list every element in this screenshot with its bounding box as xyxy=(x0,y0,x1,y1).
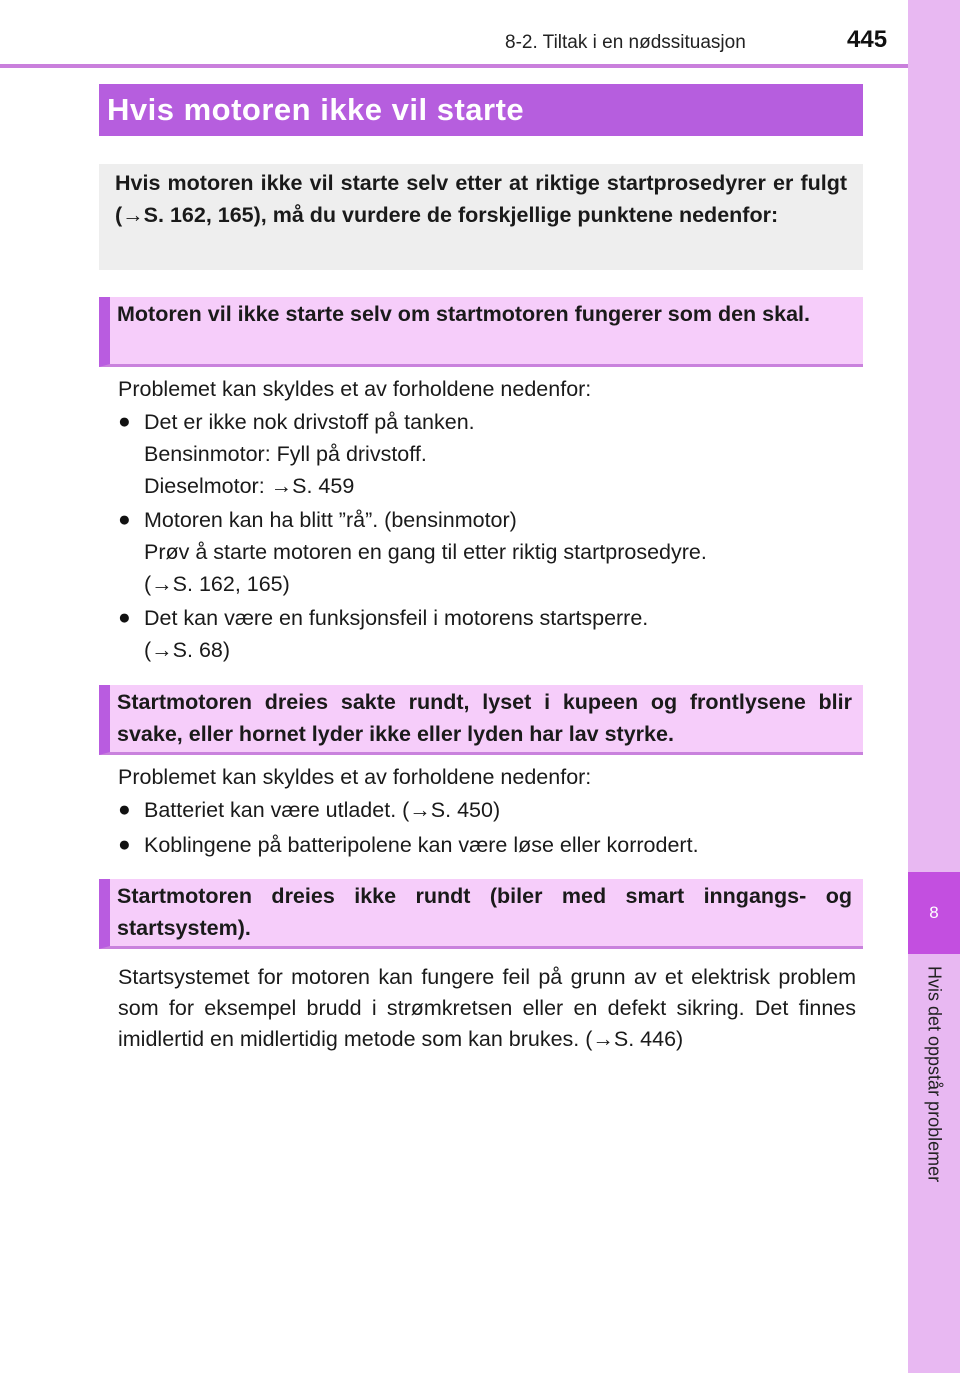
section-heading-text: Startmotoren dreies sakte rundt, lyset i kupeen og frontlysene blir svake, eller hornet lyder ikke eller lyden har lav styrke. xyxy=(117,690,852,746)
section-heading-1 xyxy=(99,297,863,367)
chapter-number: 8 xyxy=(929,903,939,922)
bullet-icon: ● xyxy=(118,833,131,856)
list-item-detail: (→S. 68) xyxy=(144,638,231,662)
list-item-detail: Dieselmotor: →S. 459 xyxy=(144,474,355,498)
header-section-title: 8-2. Tiltak i en nødssituasjon xyxy=(505,32,746,53)
list-item: Motoren kan ha blitt ”rå”. (bensinmotor) xyxy=(144,508,517,532)
list-item: Koblingene på batteripolene kan være løse eller korrodert. xyxy=(144,833,699,857)
header-divider xyxy=(0,64,908,68)
page-title-bar xyxy=(99,84,863,136)
chapter-number-tab[interactable] xyxy=(908,872,960,954)
section-heading-text: Startmotoren dreies ikke rundt (biler med smart inngangs- og startsystem). xyxy=(117,884,852,940)
section-paragraph: Startsystemet for motoren kan fungere feil på grunn av et elektrisk problem som for eksempel brudd i strømkretsen eller en defekt sikring. Det finnes imidlertid en midlertidig metode som kan brukes. (→S. 446) xyxy=(118,964,856,1051)
intro-text: Hvis motoren ikke vil starte selv etter at riktige startprosedyrer er fulgt (→S. 162, 165), må du vurdere de forskjellige punktene nedenfor: xyxy=(115,171,847,227)
list-item: Det er ikke nok drivstoff på tanken. xyxy=(144,410,475,434)
intro-box xyxy=(99,164,863,270)
section-heading-text: Motoren vil ikke starte selv om startmotoren fungerer som den skal. xyxy=(117,302,810,326)
section-lead-text: Problemet kan skyldes et av forholdene nedenfor: xyxy=(118,765,592,789)
chapter-title-vertical: Hvis det oppstår problemer xyxy=(924,966,945,1183)
list-item: Det kan være en funksjonsfeil i motorens startsperre. xyxy=(144,606,649,630)
section-heading-2 xyxy=(99,685,863,755)
section-lead-text: Problemet kan skyldes et av forholdene nedenfor: xyxy=(118,377,592,401)
section-heading-3 xyxy=(99,879,863,949)
list-item-detail: Prøv å starte motoren en gang til etter riktig startprosedyre. xyxy=(144,540,707,564)
bullet-icon: ● xyxy=(118,798,131,821)
bullet-icon: ● xyxy=(118,410,131,433)
bullet-icon: ● xyxy=(118,508,131,531)
list-item: Batteriet kan være utladet. (→S. 450) xyxy=(144,798,501,822)
bullet-icon: ● xyxy=(118,606,131,629)
list-item-detail: (→S. 162, 165) xyxy=(144,572,290,596)
page-number: 445 xyxy=(847,26,888,53)
list-item-detail: Bensinmotor: Fyll på drivstoff. xyxy=(144,442,427,466)
page-title: Hvis motoren ikke vil starte xyxy=(107,92,525,127)
